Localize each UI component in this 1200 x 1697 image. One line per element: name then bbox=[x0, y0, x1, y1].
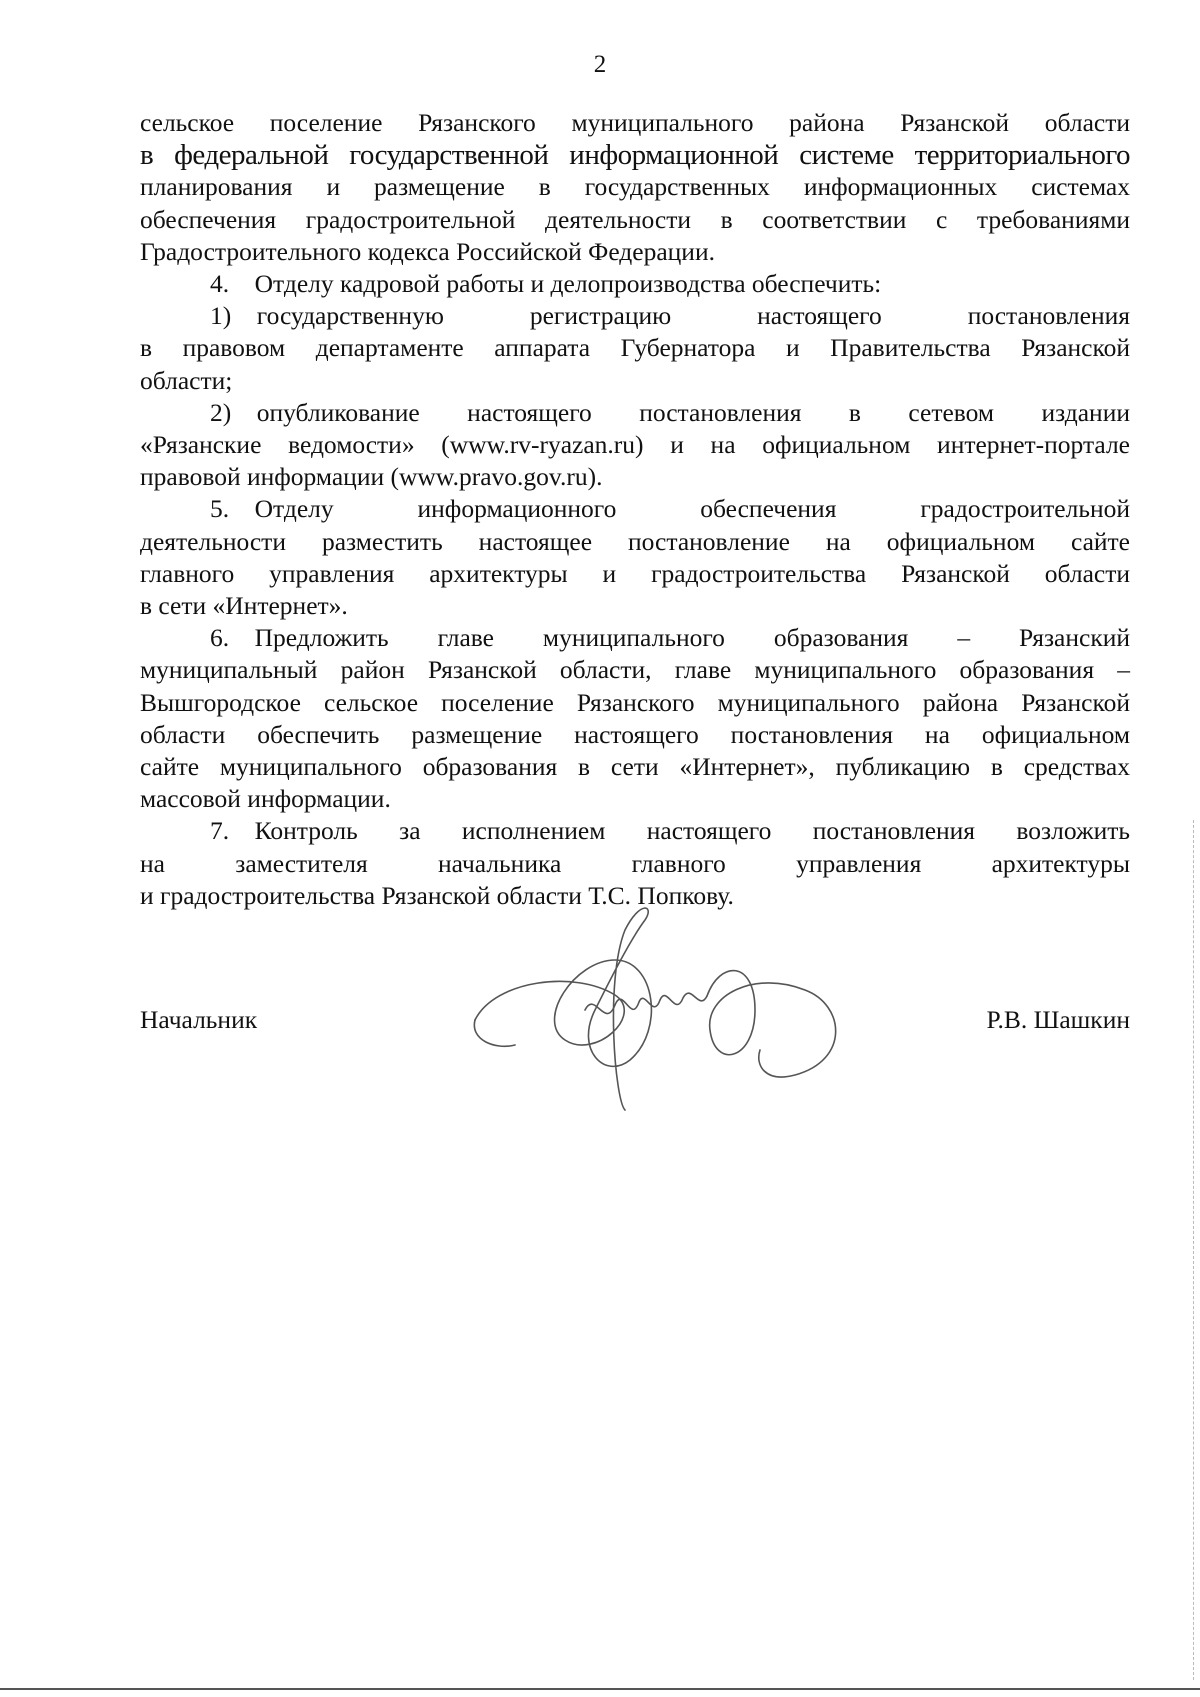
paragraph-intro-continued bbox=[140, 107, 1130, 268]
text-line: деятельности разместить настоящее постановление на официальном сайте bbox=[140, 526, 1130, 556]
text-line: 5. Отделу информационного обеспечения градостроительной bbox=[210, 494, 1130, 524]
scan-bottom-edge bbox=[0, 1688, 1200, 1690]
text-line: 7. Контроль за исполнением настоящего постановления возложить bbox=[210, 816, 1130, 846]
text-line: 4. Отделу кадровой работы и делопроизводства обеспечить: bbox=[210, 269, 882, 299]
text-line: в федеральной государственной информационной системе территориального bbox=[140, 139, 1130, 172]
text-line: муниципальный район Рязанской области, главе муниципального образования – bbox=[140, 655, 1130, 685]
paragraph-item-4-1 bbox=[140, 300, 1130, 397]
text-line: планирования и размещение в государственных информационных системах bbox=[140, 172, 1130, 202]
text-line: области; bbox=[140, 365, 233, 395]
paragraph-item-5 bbox=[140, 493, 1130, 622]
text-line: обеспечения градостроительной деятельности в соответствии с требованиями bbox=[140, 204, 1130, 234]
text-line: на заместителя начальника главного управления архитектуры bbox=[140, 848, 1130, 878]
paragraph-item-7 bbox=[140, 815, 1130, 912]
text-line: 2) опубликование настоящего постановления в сетевом издании bbox=[210, 397, 1130, 427]
signatory-title: Начальник bbox=[140, 1005, 258, 1034]
text-line: области обеспечить размещение настоящего постановления на официальном bbox=[140, 719, 1130, 749]
text-line: правовой информации (www.pravo.gov.ru). bbox=[140, 462, 603, 492]
text-line: «Рязанские ведомости» (www.rv-ryazan.ru) и на официальном интернет-портале bbox=[140, 430, 1130, 460]
text-line: Градостроительного кодекса Российской Федерации. bbox=[140, 236, 715, 266]
scan-edge-marks bbox=[1191, 820, 1194, 1680]
text-line: 1) государственную регистрацию настоящего постановления bbox=[210, 301, 1130, 331]
text-line: Вышгородское сельское поселение Рязанского муниципального района Рязанской bbox=[140, 687, 1130, 717]
text-line: главного управления архитектуры и градостроительства Рязанской области bbox=[140, 558, 1130, 588]
paragraph-item-4-2 bbox=[140, 397, 1130, 494]
signatory-name: Р.В. Шашкин bbox=[986, 1005, 1130, 1034]
text-line: сельское поселение Рязанского муниципального района Рязанской области bbox=[140, 108, 1130, 137]
text-line: и градостроительства Рязанской области Т.С. Попкову. bbox=[140, 880, 734, 910]
text-line: в правовом департаменте аппарата Губернатора и Правительства Рязанской bbox=[140, 333, 1130, 363]
paragraph-item-4 bbox=[140, 268, 1130, 300]
page-number: 2 bbox=[593, 51, 607, 78]
signature-block bbox=[140, 1004, 1130, 1044]
text-line: 6. Предложить главе муниципального образования – Рязанский bbox=[210, 623, 1130, 653]
text-line: массовой информации. bbox=[140, 784, 391, 814]
document-body bbox=[140, 107, 1130, 912]
paragraph-item-6 bbox=[140, 622, 1130, 815]
text-line: в сети «Интернет». bbox=[140, 591, 348, 621]
text-line: сайте муниципального образования в сети «Интернет», публикацию в средствах bbox=[140, 752, 1130, 782]
